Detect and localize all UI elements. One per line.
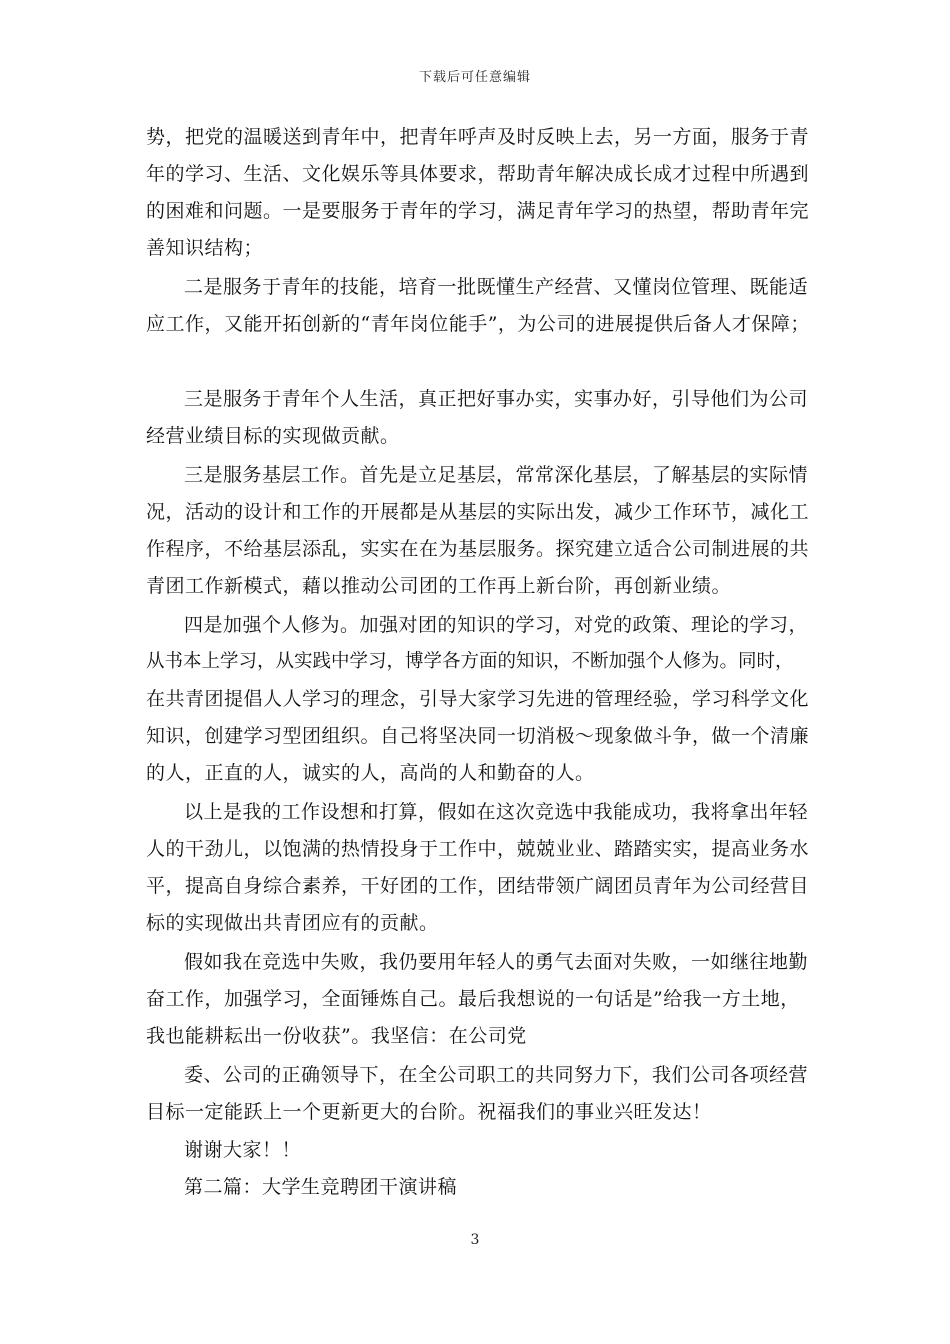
text-line: 年的学习、生活、文化娱乐等具体要求，帮助青年解决成长成才过程中所遇到 bbox=[146, 163, 810, 185]
text-line: 善知识结构； bbox=[146, 237, 264, 259]
text-line: 假如我在竞选中失败，我仍要用年轻人的勇气去面对失败，一如继往地勤 bbox=[184, 951, 809, 973]
text-line: 青团工作新模式，藉以推动公司团的工作再上新台阶，再创新业绩。 bbox=[146, 575, 732, 597]
text-line: 况，活动的设计和工作的开展都是从基层的实际出发，减少工作环节，减化工 bbox=[146, 501, 810, 523]
text-line: 知识，创建学习型团组织。自己将坚决同一切消极～现象做斗争，做一个清廉 bbox=[146, 725, 810, 747]
text-line: 从书本上学习，从实践中学习，博学各方面的知识，不断加强个人修为。同时， bbox=[146, 651, 794, 672]
page-header: 下载后可任意编辑 bbox=[418, 70, 531, 85]
text-line: 我也能耕耘出一份收获”。我坚信：在公司党 bbox=[146, 1025, 527, 1047]
text-line: 四是加强个人修为。加强对团的知识的学习，对党的政策、理论的学习， bbox=[184, 614, 809, 636]
text-line: 二是服务于青年的技能，培育一批既懂生产经营、又懂岗位管理、既能适 bbox=[184, 276, 809, 298]
text-line: 第二篇：大学生竞聘团干演讲稿 bbox=[184, 1176, 458, 1198]
text-line: 经营业绩目标的实现做贡献。 bbox=[146, 425, 400, 447]
text-line: 在共青团提倡人人学习的理念，引导大家学习先进的管理经验，学习科学文化 bbox=[146, 688, 810, 710]
text-line: 谢谢大家！！ bbox=[184, 1139, 302, 1161]
text-line: 的困难和问题。一是要服务于青年的学习，满足青年学习的热望，帮助青年完 bbox=[146, 200, 810, 222]
text-line: 势，把党的温暖送到青年中，把青年呼声及时反映上去，另一方面，服务于青 bbox=[146, 126, 810, 148]
text-line: 标的实现做出共青团应有的贡献。 bbox=[146, 912, 439, 934]
text-line: 作程序，不给基层添乱，实实在在为基层服务。探究建立适合公司制进展的共 bbox=[146, 538, 810, 560]
text-line: 的人，正直的人，诚实的人，高尚的人和勤奋的人。 bbox=[146, 762, 595, 784]
text-line: 委、公司的正确领导下，在全公司职工的共同努力下，我们公司各项经营 bbox=[184, 1064, 809, 1086]
page-number: 3 bbox=[470, 1232, 480, 1248]
text-line: 奋工作，加强学习，全面锤炼自己。最后我想说的一句话是”给我一方土地， bbox=[146, 988, 800, 1010]
text-line: 以上是我的工作设想和打算，假如在这次竞选中我能成功，我将拿出年轻 bbox=[184, 801, 809, 823]
text-line: 应工作，又能开拓创新的“青年岗位能手”，为公司的进展提供后备人才保障； bbox=[146, 313, 810, 335]
text-line: 三是服务基层工作。首先是立足基层，常常深化基层，了解基层的实际情 bbox=[184, 464, 809, 486]
text-line: 人的干劲儿，以饱满的热情投身于工作中，兢兢业业、踏踏实实，提高业务水 bbox=[146, 838, 810, 860]
text-line: 三是服务于青年个人生活，真正把好事办实，实事办好，引导他们为公司 bbox=[184, 388, 809, 410]
text-line: 目标一定能跃上一个更新更大的台阶。祝福我们的事业兴旺发达！ bbox=[146, 1101, 712, 1123]
text-line: 平，提高自身综合素养，干好团的工作，团结带领广阔团员青年为公司经营目 bbox=[146, 875, 810, 897]
